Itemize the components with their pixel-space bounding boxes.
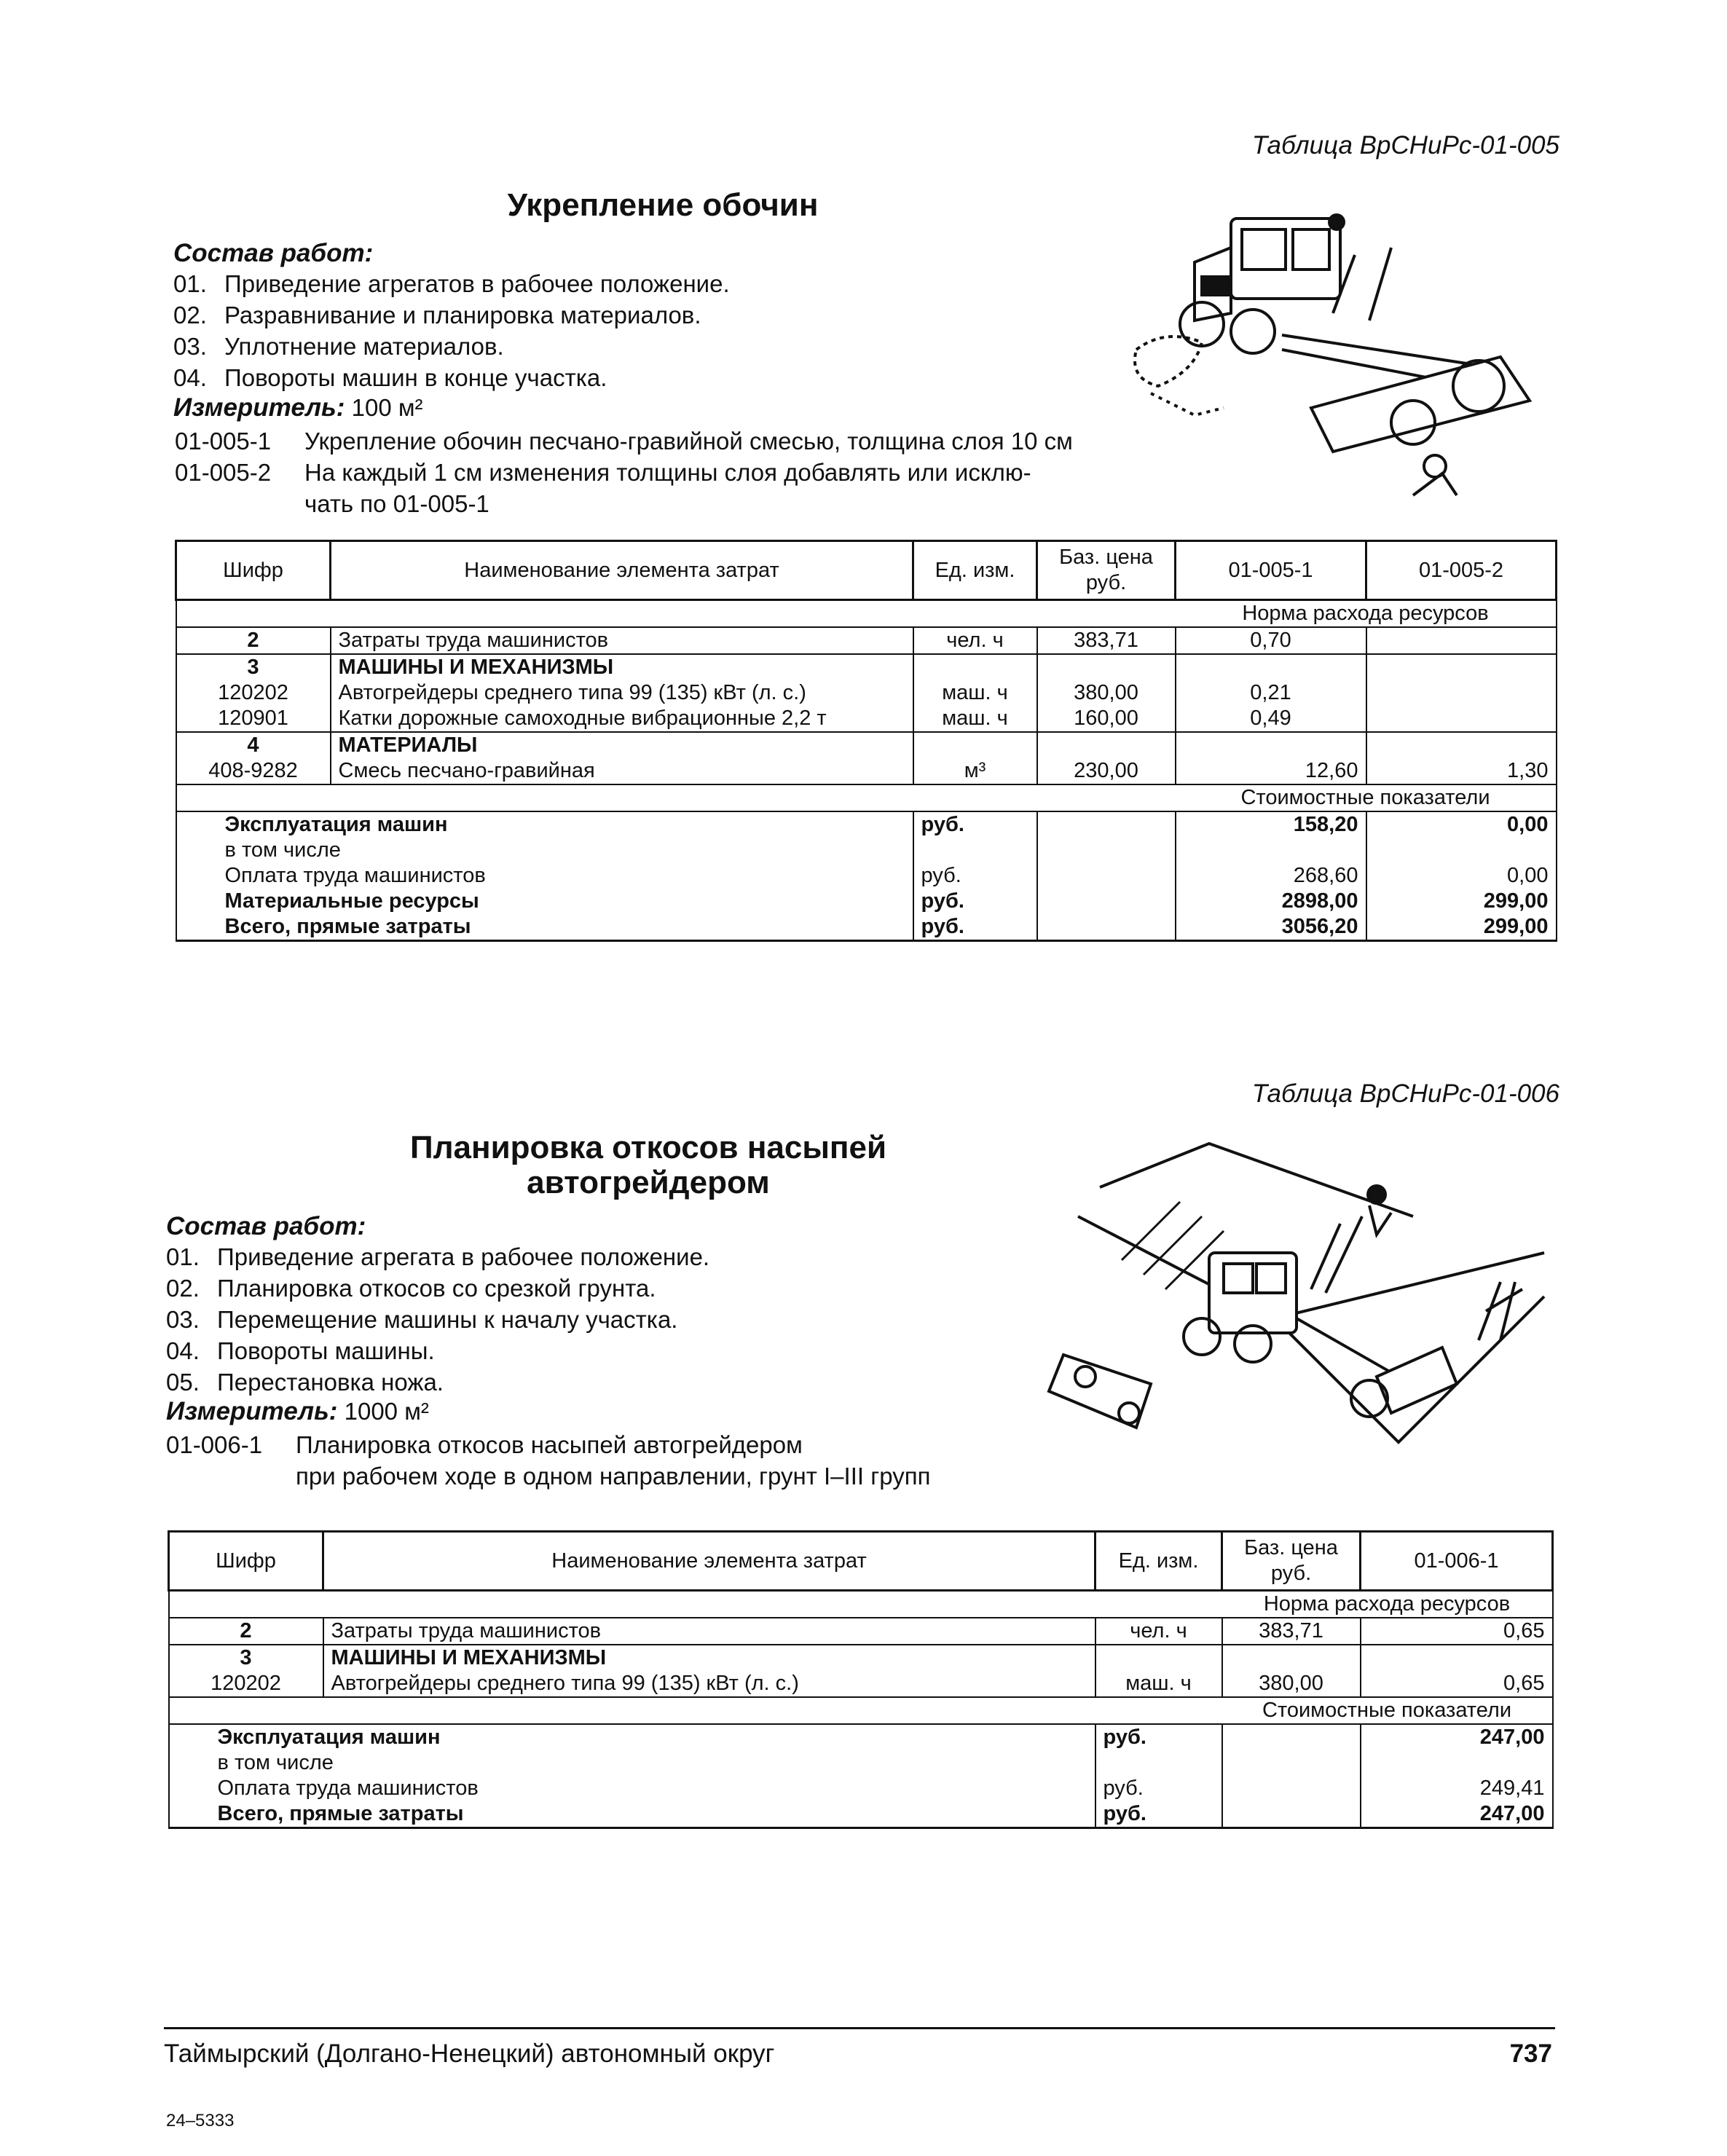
code-row: 01-005-2 На каждый 1 см изменения толщины слоя добавлять или исклю- чать по 01-005-1: [175, 459, 1031, 517]
table-row: 4 МАТЕРИАЛЫ: [176, 732, 1557, 758]
caption-row: [169, 1591, 1553, 1618]
table-row: 2 Затраты труда машинистов чел. ч 383,71 0,65: [169, 1618, 1553, 1645]
header-cell: 01-005-2: [1366, 541, 1557, 600]
table-row: 120202 Автогрейдеры среднего типа 99 (135) кВт (л. с.) маш. ч 380,00 0,65: [169, 1671, 1553, 1697]
cost-caption: Стоимостные показатели: [1176, 784, 1557, 811]
grader-slope-illustration: [1034, 1136, 1559, 1500]
table-row: 3 МАШИНЫ И МЕХАНИЗМЫ: [176, 654, 1557, 680]
header-cell: Наименование элемента затрат: [323, 1532, 1095, 1591]
footer-divider: [164, 2027, 1555, 2029]
header-cell: 01-006-1: [1361, 1532, 1553, 1591]
print-code: 24–5333: [166, 2111, 235, 2131]
measure-1: Измеритель: 100 м²: [173, 393, 423, 422]
table-label-1: Таблица ВрСНиРс-01-005: [1251, 131, 1559, 160]
header-cell: Шифр: [176, 541, 331, 600]
summary-row: в том числе: [169, 1750, 1553, 1776]
code-row: 01-006-1 Планировка откосов насыпей автогрейдером при рабочем ходе в одном направлении, грунт I–III групп: [166, 1431, 931, 1490]
resource-table-1: [175, 540, 1557, 942]
cost-caption: Стоимостные показатели: [1222, 1697, 1553, 1724]
header-cell: Ед. изм.: [913, 541, 1037, 600]
table-row: 120202 Автогрейдеры среднего типа 99 (135) кВт (л. с.) маш. ч 380,00 0,21: [176, 680, 1557, 706]
table-header-row: [169, 1532, 1553, 1591]
work-heading-2: Состав работ:: [166, 1212, 366, 1240]
header-cell: Баз. цена руб.: [1222, 1532, 1361, 1591]
work-item: 03. Уплотнение материалов.: [173, 333, 504, 360]
header-cell: Баз. цена руб.: [1037, 541, 1176, 600]
header-cell: Ед. изм.: [1095, 1532, 1222, 1591]
work-item: 02. Разравнивание и планировка материалов.: [173, 302, 701, 328]
work-list-2: [166, 1241, 709, 1398]
work-item: 01. Приведение агрегата в рабочее положение.: [166, 1243, 710, 1270]
norm-caption: Норма расхода ресурсов: [1176, 600, 1557, 628]
summary-row: Оплата труда машинистов руб. 268,60 0,00: [176, 863, 1557, 889]
work-heading-1: Состав работ:: [173, 239, 374, 267]
section-title-2-line1: Планировка откосов насыпей: [409, 1130, 887, 1165]
work-item: 01. Приведение агрегатов в рабочее положение.: [173, 270, 730, 297]
work-item: 05. Перестановка ножа.: [166, 1369, 444, 1396]
work-item: 04. Повороты машины.: [166, 1337, 435, 1364]
header-cell: Наименование элемента затрат: [331, 541, 913, 600]
work-item: 04. Повороты машин в конце участка.: [173, 364, 607, 391]
summary-row: Эксплуатация машин руб. 247,00: [169, 1724, 1553, 1750]
summary-row: Оплата труда машинистов руб. 249,41: [169, 1776, 1553, 1801]
table-header-row: [176, 541, 1557, 600]
work-item: 02. Планировка откосов со срезкой грунта.: [166, 1275, 656, 1302]
header-cell: 01-005-1: [1176, 541, 1366, 600]
summary-row: Всего, прямые затраты руб. 247,00: [169, 1801, 1553, 1828]
work-list-1: [173, 268, 730, 393]
table-row: 408-9282 Смесь песчано-гравийная м³ 230,00 12,60 1,30: [176, 758, 1557, 784]
codes-1: [175, 425, 1180, 519]
table-row: 3 МАШИНЫ И МЕХАНИЗМЫ: [169, 1645, 1553, 1671]
work-item: 03. Перемещение машины к началу участка.: [166, 1306, 678, 1333]
caption-row: [176, 784, 1557, 811]
summary-row: Эксплуатация машин руб. 158,20 0,00: [176, 811, 1557, 838]
section-title-2-line2: автогрейдером: [527, 1165, 770, 1200]
section-title-1: Укрепление обочин: [507, 187, 819, 223]
footer-region: Таймырский (Долгано-Ненецкий) автономный округ: [164, 2039, 775, 2068]
resource-table-2: [168, 1530, 1554, 1829]
page-number: 737: [1509, 2039, 1552, 2068]
table-label-2: Таблица ВрСНиРс-01-006: [1251, 1079, 1559, 1108]
measure-2: Измеритель: 1000 м²: [166, 1397, 429, 1425]
codes-2: [166, 1429, 1026, 1492]
section-title-2: [320, 1130, 976, 1200]
header-cell: Шифр: [169, 1532, 323, 1591]
caption-row: [176, 600, 1557, 628]
caption-row: [169, 1697, 1553, 1724]
table-row: 2 Затраты труда машинистов чел. ч 383,71 0,70: [176, 627, 1557, 654]
motor-grader-illustration: [1093, 189, 1559, 524]
norm-caption: Норма расхода ресурсов: [1222, 1591, 1553, 1618]
summary-row: Материальные ресурсы руб. 2898,00 299,00: [176, 889, 1557, 914]
summary-row: в том числе: [176, 838, 1557, 863]
table-row: 120901 Катки дорожные самоходные вибрационные 2,2 т маш. ч 160,00 0,49: [176, 706, 1557, 732]
code-row: 01-005-1 Укрепление обочин песчано-гравийной смесью, толщина слоя 10 см: [175, 428, 1073, 455]
summary-row: Всего, прямые затраты руб. 3056,20 299,00: [176, 914, 1557, 941]
